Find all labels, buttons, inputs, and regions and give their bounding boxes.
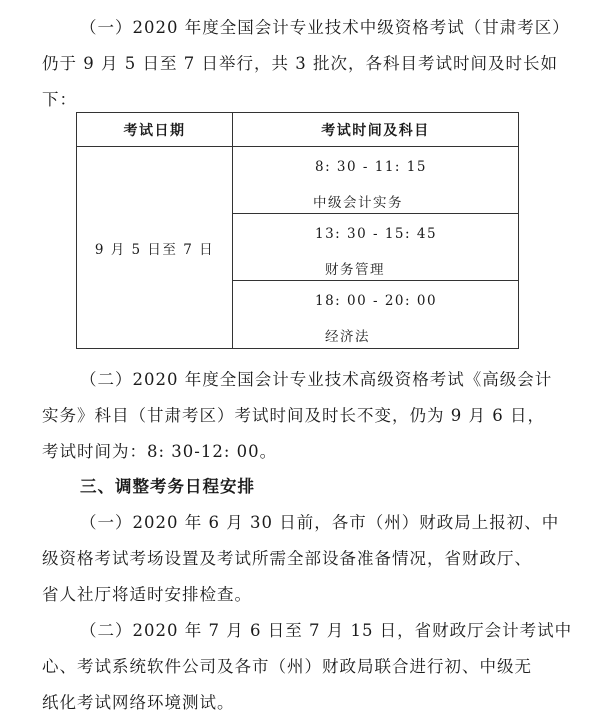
paragraph-line: 心、考试系统软件公司及各市（州）财政局联合进行初、中级无 <box>42 657 532 676</box>
paragraph-line: 级资格考试考场设置及考试所需全部设备准备情况，省财政厅、 <box>42 549 532 568</box>
section-heading: 三、调整考务日程安排 <box>80 477 255 496</box>
slot-time: 18: 00 - 20: 00 <box>315 293 438 309</box>
exam-slot-1 <box>233 147 519 214</box>
slot-subject: 财务管理 <box>325 262 385 278</box>
exam-schedule-table <box>76 112 519 349</box>
paragraph-line: （二）2020 年 7 月 6 日至 7 月 15 日，省财政厅会计考试中 <box>80 621 573 640</box>
slot-time: 13: 30 - 15: 45 <box>315 226 438 242</box>
exam-slot-3 <box>233 281 519 349</box>
table-header-row <box>77 113 519 147</box>
exam-date-cell: 9 月 5 日至 7 日 <box>77 147 233 349</box>
paragraph-line: 省人社厅将适时安排检查。 <box>42 585 252 604</box>
paragraph-line: 实务》科目（甘肃考区）考试时间及时长不变，仍为 9 月 6 日， <box>42 406 545 425</box>
paragraph-line: （一）2020 年度全国会计专业技术中级资格考试（甘肃考区） <box>80 18 570 37</box>
table-row <box>77 147 519 214</box>
slot-subject: 中级会计实务 <box>313 195 403 211</box>
slot-time: 8: 30 - 11: 15 <box>315 159 427 175</box>
paragraph-line: 下： <box>42 90 77 109</box>
paragraph-line: （一）2020 年 6 月 30 日前，各市（州）财政局上报初、中 <box>80 513 560 532</box>
paragraph-line: 纸化考试网络环境测试。 <box>42 693 235 712</box>
header-exam-date: 考试日期 <box>77 113 233 147</box>
paragraph-line: 考试时间为：8: 30-12: 00。 <box>42 442 278 461</box>
slot-subject: 经济法 <box>325 329 370 345</box>
paragraph-line: （二）2020 年度全国会计专业技术高级资格考试《高级会计 <box>80 370 553 389</box>
paragraph-line: 仍于 9 月 5 日至 7 日举行，共 3 批次，各科目考试时间及时长如 <box>42 54 558 73</box>
header-exam-time-subject: 考试时间及科目 <box>233 113 519 147</box>
exam-slot-2 <box>233 214 519 281</box>
